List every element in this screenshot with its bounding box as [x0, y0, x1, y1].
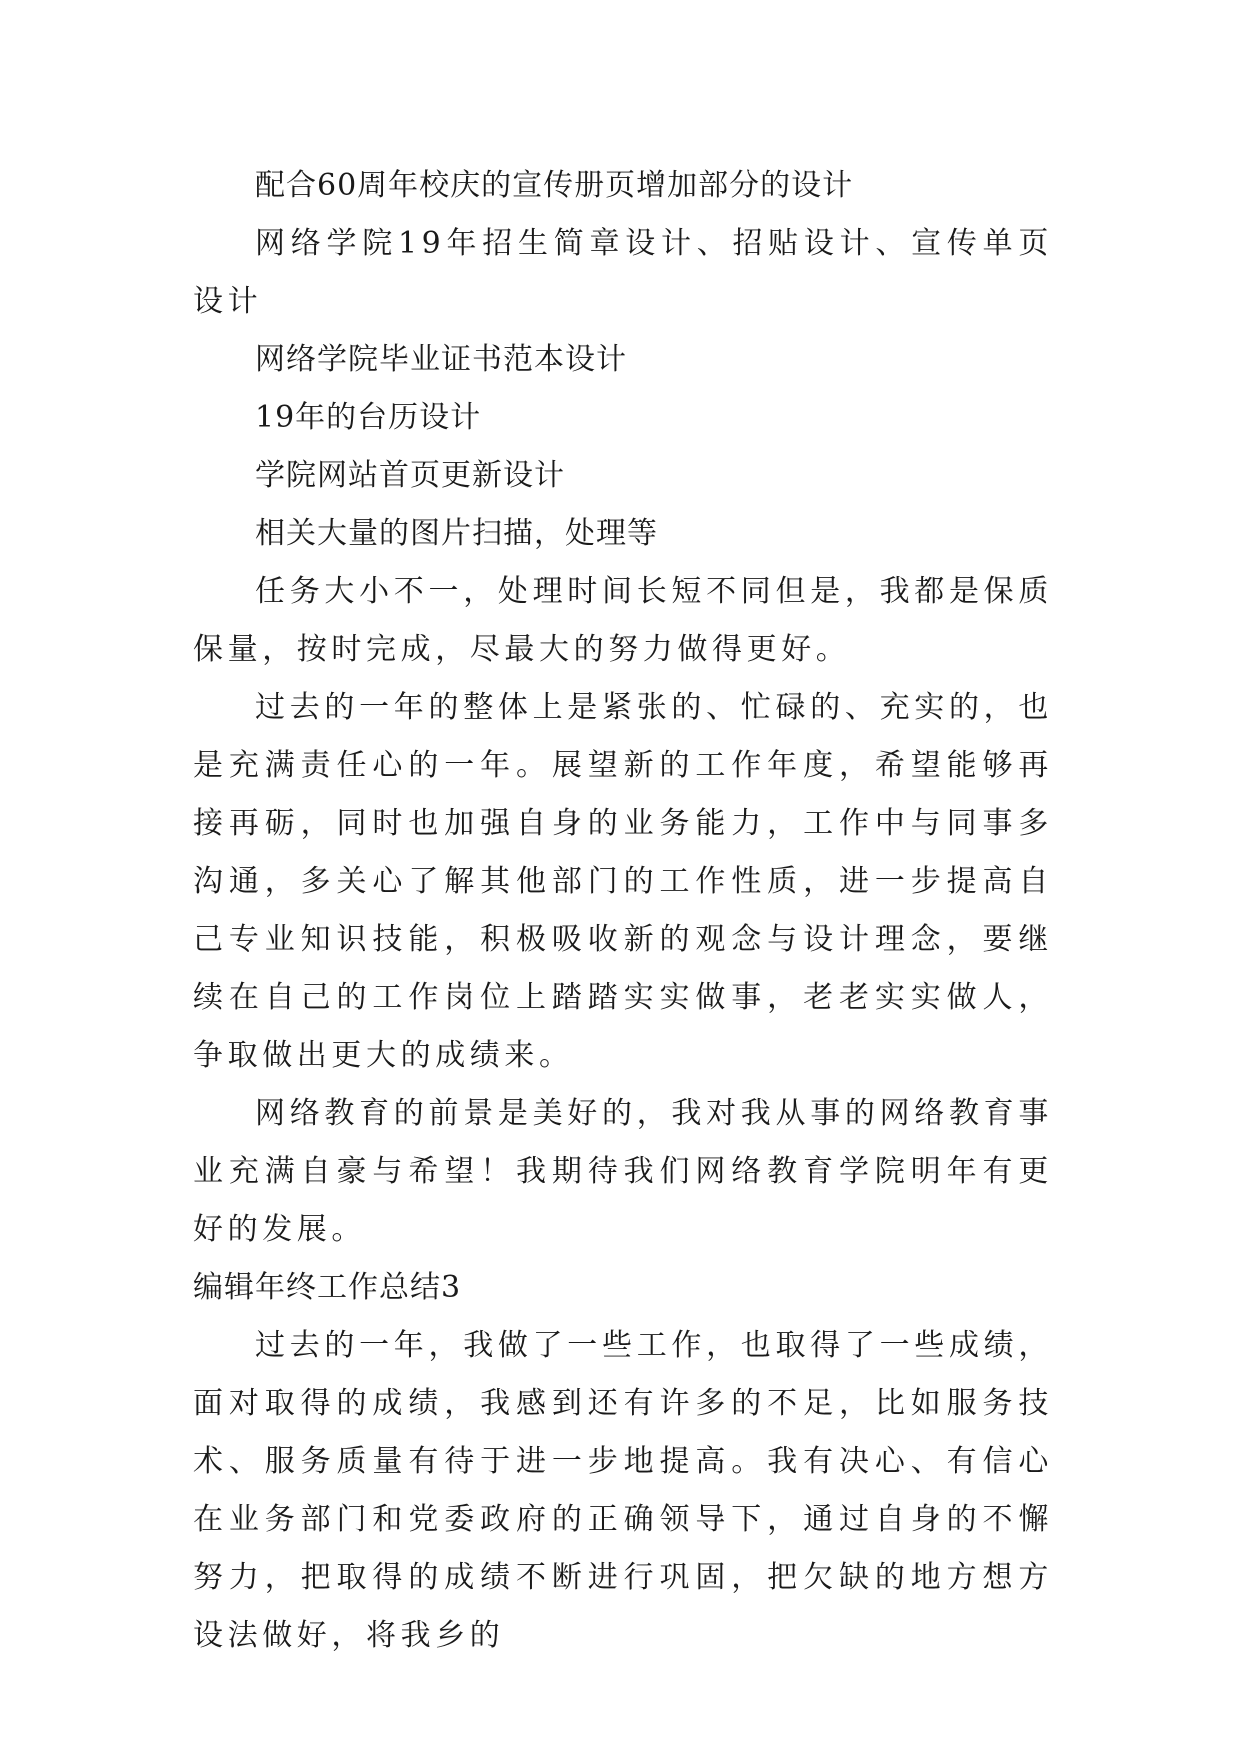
- document-body: [193, 157, 1053, 1665]
- paragraph: 网络教育的前景是美好的，我对我从事的网络教育事业充满自豪与希望！我期待我们网络教育学院明年有更好的发展。: [193, 1096, 1053, 1247]
- list-item: 配合60周年校庆的宣传册页增加部分的设计: [255, 168, 854, 203]
- list-item: 网络学院毕业证书范本设计: [255, 342, 627, 377]
- paragraph: 过去的一年，我做了一些工作，也取得了一些成绩，面对取得的成绩，我感到还有许多的不足，比如服务技术、服务质量有待于进一步地提高。我有决心、有信心在业务部门和党委政府的正确领导下，通过自身的不懈努力，把取得的成绩不断进行巩固，把欠缺的地方想方设法做好，将我乡的: [193, 1328, 1053, 1653]
- list-item: 学院网站首页更新设计: [255, 458, 565, 493]
- section-heading: 编辑年终工作总结3: [193, 1270, 462, 1305]
- list-item: 19年的台历设计: [255, 400, 482, 435]
- paragraph: 网络学院19年招生简章设计、招贴设计、宣传单页设计: [193, 226, 1053, 319]
- paragraph: 任务大小不一，处理时间长短不同但是，我都是保质保量，按时完成，尽最大的努力做得更好。: [193, 574, 1053, 667]
- paragraph: 过去的一年的整体上是紧张的、忙碌的、充实的，也是充满责任心的一年。展望新的工作年度，希望能够再接再砺，同时也加强自身的业务能力，工作中与同事多沟通，多关心了解其他部门的工作性质，进一步提高自己专业知识技能，积极吸收新的观念与设计理念，要继续在自己的工作岗位上踏踏实实做事，老老实实做人，争取做出更大的成绩来。: [193, 690, 1053, 1073]
- list-item: 相关大量的图片扫描，处理等: [255, 516, 658, 551]
